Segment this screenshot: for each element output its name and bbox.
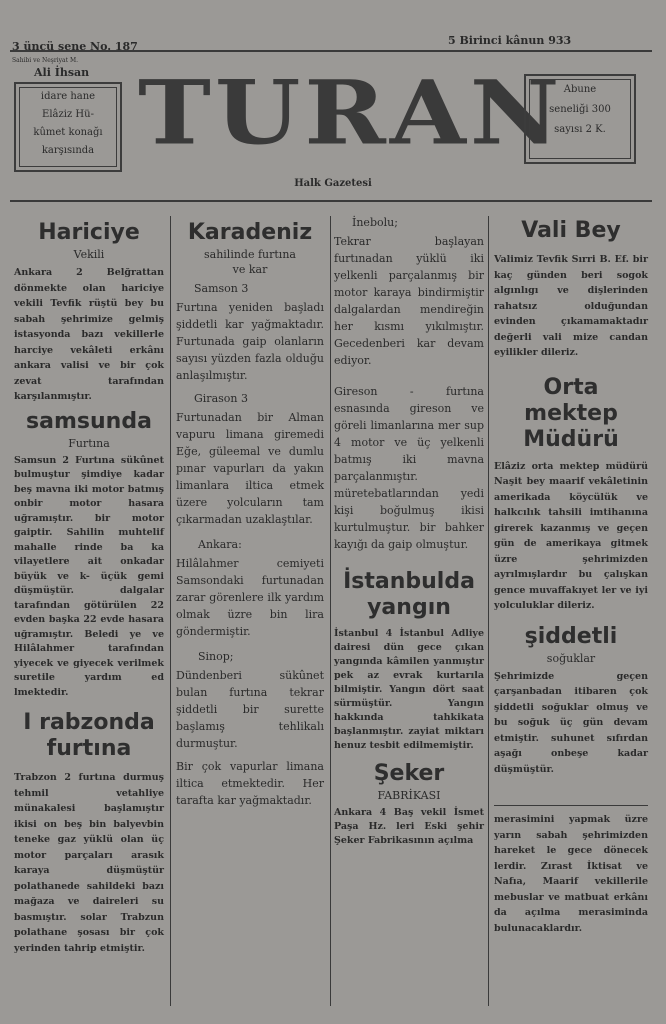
article-text: Şehrimizde geçen çarşanbadan itibaren çok şiddetli soğuklar olmuş ve bu soğuk üç gün devam etmiştir. suhunet sıfırdan aşağı onbeşe kadar düşmüştür.	[494, 670, 648, 775]
subheadline: Vekili	[73, 248, 105, 261]
top-rule	[10, 50, 652, 52]
address-line: karşısında	[41, 145, 95, 156]
headline-muduru: Müdürü	[523, 426, 619, 452]
headline-seker: Şeker	[373, 761, 445, 786]
article-text: Dündenberi sükûnet bulan furtına tekrar şiddetli bir surette başlamış tehlikalı durmuştur.	[176, 669, 324, 750]
subscription-line: sayısı 2 K.	[554, 124, 606, 135]
address-line: kûmet konağı	[33, 127, 103, 138]
subscription-line: Abune	[563, 84, 597, 95]
article-text: Furtına yeniden başladı şiddetli kar yağmaktadır. Furtunada gaip olanların sayısı yüzden fazla olduğu anlaşılmıştır.	[176, 301, 324, 382]
headline-hariciye: Hariciye	[38, 220, 140, 245]
headline-yangin: yangın	[367, 595, 451, 620]
column-3	[334, 210, 484, 848]
section-rule	[494, 805, 648, 806]
headline-karadeniz: Karadeniz	[187, 220, 313, 245]
column-divider	[488, 216, 489, 1006]
article-text: Tekrar başlayan furtınadan yüklü iki yelkenli parçalanmış bir motor karaya bindirmiştir dalgalardan mendireğin her kısmı yıkılmıştır. Gecedenberi kar devam ediyor.	[334, 235, 484, 367]
article-text: merasimini yapmak üzre yarın sabah şehrimizden hareket le gece dönecek lerdir. Zırast İktisat ve Nafıa, Maarif vekillerile mebuslar ve matbuat erkânı da açılma merasiminda bulunacaklardır.	[494, 814, 648, 934]
column-4	[494, 210, 648, 936]
subheadline: sahilinde furtına	[204, 248, 296, 261]
masthead-subtitle: Halk Gazetesi	[294, 178, 372, 189]
dateline: Samson 3	[194, 282, 249, 295]
dateline: Sinop;	[198, 650, 234, 663]
subscription-line: seneliği 300	[549, 104, 611, 115]
column-2	[176, 210, 324, 809]
article-text: Bir çok vapurlar limana iltica etmektedir. Her tarafta kar yağmaktadır.	[176, 760, 324, 807]
address-box	[14, 82, 122, 172]
article-text: Samsun 2 Furtına sükûnet bulmuştur şimdiye kadar beş mavna iki motor batmış onbir motor hasara uğramıştır. bir motor gaiptir. Sahilin muhtelif mahalle rinde ba ka vilayetlere ait onkadar büyük ve k- üçük gemi düşmüştür. dalgalar tarafından götürülen 22 evden başka 22 evde hasara uğramıştır. Beledi ye ve Hilâlahmer tarafından yiyecek ve giyecek verilmek suretile yardım ed lmektedir.	[14, 454, 164, 698]
headline-furtina: furtına	[46, 736, 132, 761]
article-text: İstanbul 4 İstanbul Adliye dairesi dün gece çıkan yangında kâmilen yanmıştır pek az evrak kurtarıla bilmiştir. Yangın dört saat sürmüştür. Yangın hakkında tahkikata başlanmıştır. zayiat miktarı henuz tesbit edilmemiştir.	[334, 628, 484, 751]
subheadline: FABRİKASI	[377, 789, 441, 802]
issue-number: 3 üncü sene No. 187	[12, 40, 138, 53]
article-text: Trabzon 2 furtına durmuş tehmil vetahliye münakalesi başlamıştır ikisi on beş bin balyevbin teneke gaz yüklü olan üç motor parçaları arasık karaya düşmüştür polathanede sahildeki bazı mağaza ve daireleri su basmıştır. solar Trabzun polathane şosası bir çok yerinden tahrip etmiştir.	[14, 772, 164, 954]
headline-siddetli: şiddetli	[524, 623, 618, 649]
article-text: Gireson - furtına esnasında gireson ve göreli limanlarına mer sup 4 motor ve üç yelkenli batmış iki mavna parçalanmıştır. müretebatlarından yedi kişi boğulmuş ikisi kurtulmuştur. bir bahker kayığı da gaip olmuştur.	[334, 385, 484, 551]
headline-trabzonda: I rabzonda	[23, 710, 155, 735]
subscription-box	[524, 74, 636, 164]
article-text: Valimiz Tevfik Sırri B. Ef. bir kaç günden beri sogok algınlıgı ve dişlerinden rahatsız olduğundan evinden çıkamamaktadır değerli vali mize candan eyilikler dileriz.	[494, 254, 648, 358]
masthead-rule	[10, 200, 652, 202]
subheadline: soğuklar	[546, 651, 596, 665]
article-text: Hilâlahmer cemiyeti Samsondaki furtunadan zarar görenlere ilk yardım olmak üzre bin lira göndermiştir.	[176, 557, 324, 638]
issue-date: 5 Birinci kânun 933	[448, 34, 572, 47]
article-text: Elâziz orta mektep müdürü Naşit bey maarif vekâletinin amerikada köycülük ve halkcılık tahsili imtihanına girerek kazanmış ve geçen gün de amerikaya gitmek üzre şehrimizden ayrılmışlardır bu çalışkan gence muvaffakıyet ler ve iyi yolculuklar dileriz.	[494, 460, 648, 611]
dateline: İnebolu;	[352, 216, 398, 229]
column-divider	[330, 216, 331, 1006]
address-line: Elâziz Hü-	[42, 109, 94, 120]
headline-istanbulda: İstanbulda	[343, 569, 475, 594]
column-1	[14, 210, 164, 956]
headline-vali-bey: Vali Bey	[521, 218, 621, 243]
headline-orta-mektep: Orta mektep	[524, 374, 618, 426]
article-text: Furtunadan bir Alman vapuru limana giremedi Eğe, güleemal ve dumlu pınar vapurları da yakın limanlara iltica etmek üzere yolcuların tam çıkarmadan uzaklaştılar.	[176, 411, 324, 526]
headline-samsunda: samsunda	[26, 408, 152, 434]
subheadline: ve kar	[232, 263, 268, 276]
owner-caption: Sahibi ve Neşriyat M.	[12, 57, 78, 64]
article-text: Ankara 4 Baş vekil İsmet Paşa Hz. leri Eski şehir Şeker Fabrikasının açılma	[334, 807, 484, 846]
article-text: Ankara 2 Belğrattan dönmekte olan hariciye vekili Tevfik rüştü bey bu sabah şehrimize gelmiş istasyonda bazı vekillerle harciye vekâleti erkânı ankara valisi ve bir çok zevat tarafından karşılanmıştır.	[14, 267, 164, 402]
address-line: idare hane	[40, 91, 96, 102]
dateline: Girason 3	[194, 392, 248, 405]
column-divider	[170, 216, 171, 1006]
dateline: Ankara:	[198, 538, 242, 551]
masthead-title: TURAN	[138, 61, 564, 166]
owner-name: Ali İhsan	[34, 66, 90, 79]
subheadline: Furtına	[68, 436, 110, 450]
